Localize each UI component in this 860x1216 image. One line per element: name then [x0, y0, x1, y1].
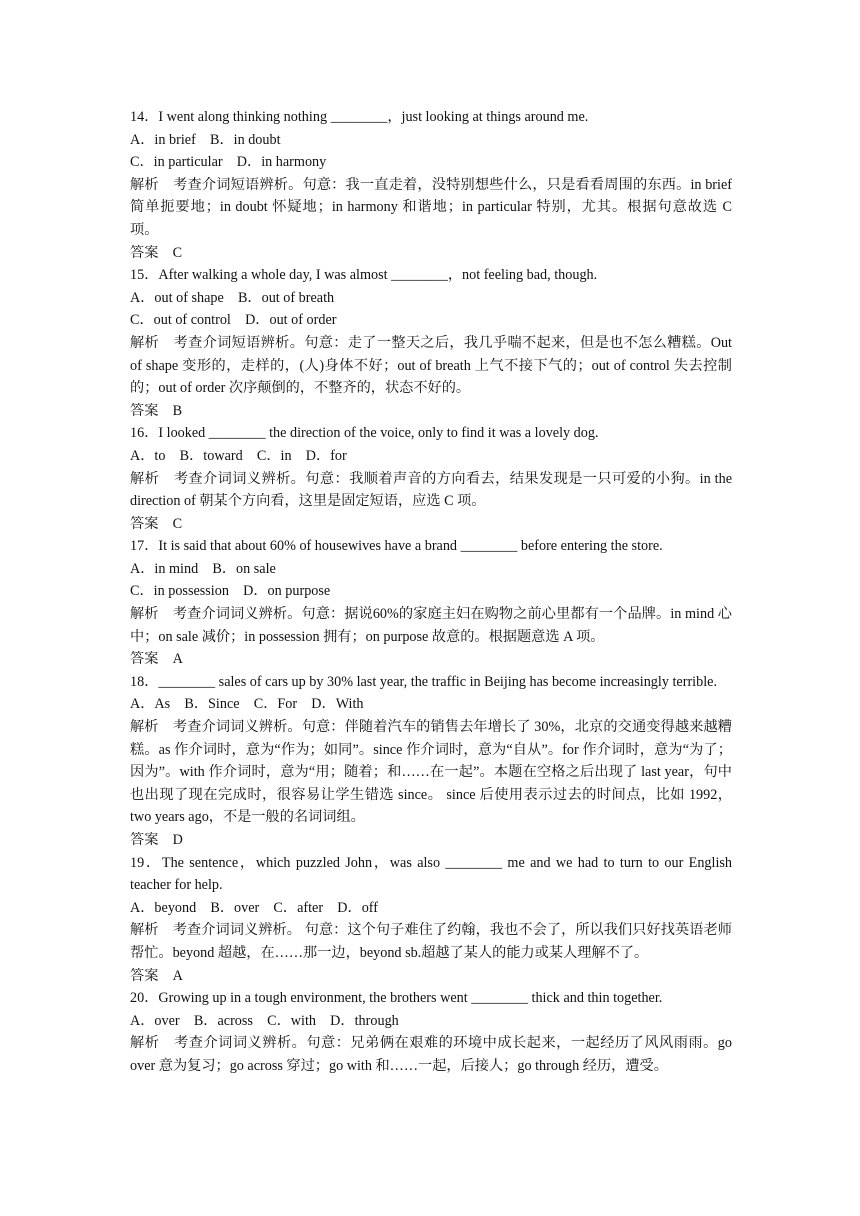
question-analysis: 解析 考查介词短语辨析。句意：走了一整天之后，我几乎喘不起来，但是也不怎么糟糕。Out of shape 变形的，走样的，(人)身体不好；out of breath 上气不接下气的；out of control 失去控制的；out of order 次序颠倒的，不整齐的，状态不好的。 [130, 334, 732, 397]
question-stem: 15．After walking a whole day, I was almost ________，not feeling bad, though. [130, 267, 598, 284]
question-analysis: 解析 考查介词词义辨析。 句意：这个句子难住了约翰，我也不会了，所以我们只好找英语老师帮忙。beyond 超越，在……那一边，beyond sb.超越了某人的能力或某人理解不了。 [130, 922, 732, 961]
question-17 [130, 535, 732, 671]
document-page [130, 106, 732, 1078]
question-18 [130, 671, 732, 852]
question-options: A．to B．toward C．in D．for [130, 447, 347, 464]
question-options: A．beyond B．over C．after D．off [130, 899, 378, 916]
question-options: A．in mind B．on sale [130, 560, 276, 577]
question-options: A．in brief B．in doubt [130, 131, 281, 148]
question-stem: 20．Growing up in a tough environment, the brothers went ________ thick and thin together. [130, 990, 663, 1007]
question-options: A．out of shape B．out of breath [130, 289, 335, 306]
question-analysis: 解析 考查介词词义辨析。句意：兄弟俩在艰难的环境中成长起来，一起经历了风风雨雨。go over 意为复习；go across 穿过；go with 和……一起，后接人；go through 经历，遭受。 [130, 1035, 732, 1074]
question-answer: 答案 D [130, 832, 183, 848]
question-14 [130, 106, 732, 264]
question-20 [130, 987, 732, 1077]
question-stem: 18．________ sales of cars up by 30% last year, the traffic in Beijing has become increasingly terrible. [130, 673, 717, 690]
question-analysis: 解析 考查介词词义辨析。句意：伴随着汽车的销售去年增长了 30%，北京的交通变得越来越糟糕。as 作介词时，意为“作为；如同”。since 作介词时，意为“自从”。for 作介词时，意为“为了；因为”。with 作介词时，意为“用；随着；和……在一起”。本题在空格之后出现了 last year，句中也出现了现在完成时，很容易让学生错选 since。 since 后使用表示过去的时间点，比如 1992，two years ago，不是一般的名词词组。 [130, 719, 732, 826]
question-stem: 19．The sentence，which puzzled John，was also ________ me and we had to turn to our English teacher for help. [130, 854, 732, 894]
question-analysis: 解析 考查介词词义辨析。句意：我顺着声音的方向看去，结果发现是一只可爱的小狗。in the direction of 朝某个方向看，这里是固定短语，应选 C 项。 [130, 470, 732, 510]
question-16 [130, 422, 732, 535]
question-answer: 答案 C [130, 515, 183, 532]
question-options: C．in particular D．in harmony [130, 154, 327, 171]
question-stem: 17．It is said that about 60% of housewives have a brand ________ before entering the store. [130, 538, 663, 555]
question-answer: 答案 B [130, 402, 183, 419]
question-options: C．out of control D．out of order [130, 312, 337, 329]
question-answer: 答案 C [130, 244, 183, 261]
question-options: A．As B．Since C．For D．With [130, 696, 364, 713]
question-answer: 答案 A [130, 967, 183, 984]
question-answer: 答案 A [130, 651, 183, 668]
question-options: A．over B．across C．with D．through [130, 1012, 399, 1029]
question-options: C．in possession D．on purpose [130, 583, 331, 600]
question-19 [130, 852, 732, 988]
question-stem: 16．I looked ________ the direction of the voice, only to find it was a lovely dog. [130, 425, 599, 442]
question-analysis: 解析 考查介词短语辨析。句意：我一直走着，没特别想些什么，只是看看周围的东西。in brief 简单扼要地；in doubt 怀疑地；in harmony 和谐地；in particular 特别，尤其。根据句意故选 C 项。 [130, 176, 732, 238]
question-stem: 14．I went along thinking nothing ________，just looking at things around me. [130, 109, 589, 125]
question-analysis: 解析 考查介词词义辨析。句意：据说60%的家庭主妇在购物之前心里都有一个品牌。in mind 心中；on sale 减价；in possession 拥有；on purpose 故意的。根据题意选 A 项。 [130, 606, 732, 645]
question-15 [130, 264, 732, 422]
